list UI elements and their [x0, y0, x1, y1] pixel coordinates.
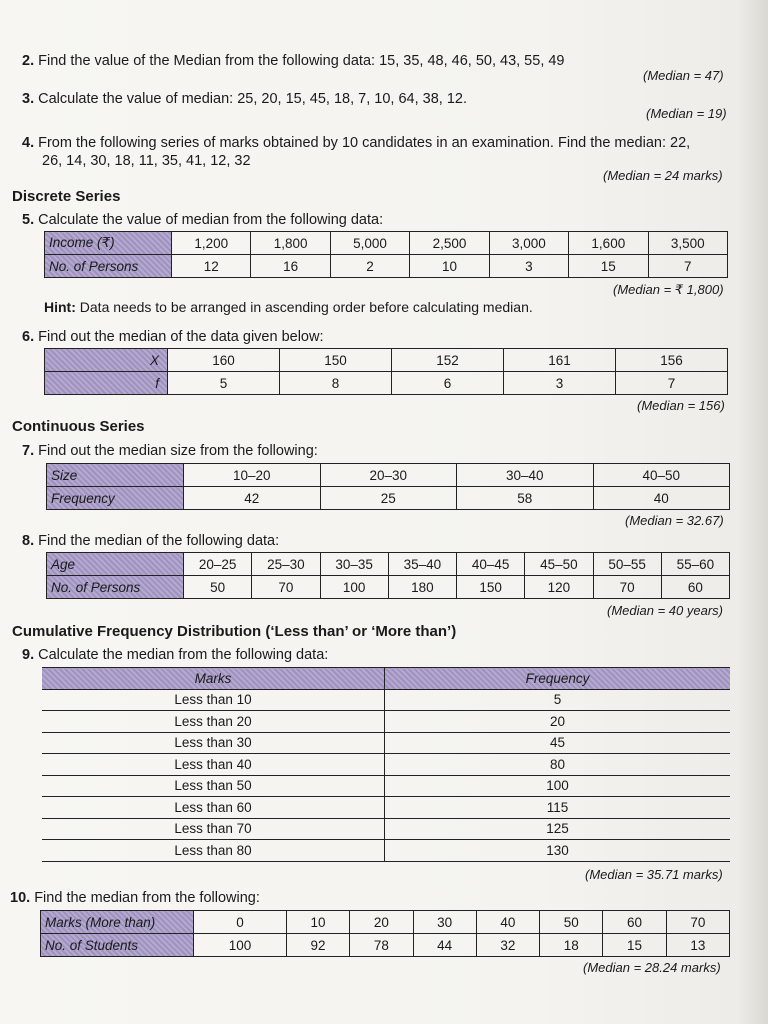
answer-6: (Median = 156) — [637, 398, 725, 413]
cell: 25 — [320, 487, 457, 510]
question-text: Find the median from the following: — [34, 890, 260, 906]
cell: 1,600 — [569, 232, 648, 255]
cell: 1,800 — [251, 232, 330, 255]
cell: 60 — [661, 576, 729, 599]
question-number: 9. — [22, 647, 35, 663]
question-3 — [22, 90, 467, 109]
cell: 80 — [385, 754, 731, 776]
cell: 5 — [168, 372, 280, 395]
question-text: Find the median of the following data: — [38, 533, 280, 549]
cell: 40–45 — [457, 553, 525, 576]
question-8 — [22, 532, 279, 551]
cell: 180 — [388, 576, 456, 599]
page-edge-shadow — [738, 0, 768, 1024]
cell: 20–25 — [184, 553, 252, 576]
cell: 45 — [385, 732, 731, 754]
cell: 92 — [286, 934, 349, 957]
cell: 55–60 — [661, 553, 729, 576]
cell: 70 — [666, 911, 729, 934]
question-number: 4. — [22, 135, 35, 151]
column-header-frequency: Frequency — [385, 668, 731, 690]
cell: 35–40 — [388, 553, 456, 576]
cell: 6 — [392, 372, 504, 395]
question-text: Calculate the value of median: 25, 20, 15, 45, 18, 7, 10, 64, 38, 12. — [38, 91, 467, 107]
cell: Less than 20 — [42, 711, 385, 733]
row-label: f — [45, 372, 168, 395]
cell: 10 — [286, 911, 349, 934]
question-number: 10. — [10, 890, 31, 906]
cell: 50 — [540, 911, 603, 934]
question-number: 8. — [22, 533, 35, 549]
hint — [44, 299, 533, 315]
section-heading-discrete: Discrete Series — [12, 188, 121, 205]
answer-10: (Median = 28.24 marks) — [583, 960, 721, 975]
cell: 44 — [413, 934, 476, 957]
cell: 58 — [457, 487, 594, 510]
cell: 100 — [194, 934, 287, 957]
cell: 20 — [385, 711, 731, 733]
hint-label: Hint: — [44, 299, 76, 315]
row-label: Age — [47, 553, 184, 576]
question-7 — [22, 442, 318, 461]
cell: 70 — [252, 576, 320, 599]
cell: 40–50 — [593, 464, 730, 487]
hint-text: Data needs to be arranged in ascending order before calculating median. — [75, 299, 533, 315]
cell: 0 — [194, 911, 287, 934]
cell: 45–50 — [525, 553, 593, 576]
cell: 130 — [385, 840, 731, 862]
question-number: 5. — [22, 212, 35, 228]
section-heading-cumulative: Cumulative Frequency Distribution (‘Less than’ or ‘More than’) — [12, 623, 457, 640]
cell: 100 — [385, 775, 731, 797]
answer-5: (Median = ₹ 1,800) — [613, 282, 724, 297]
cell: Less than 60 — [42, 797, 385, 819]
cell: 150 — [280, 349, 392, 372]
question-4 — [22, 134, 742, 153]
cell: 1,200 — [172, 232, 251, 255]
cell: 30–40 — [457, 464, 594, 487]
cell: 32 — [476, 934, 539, 957]
question-number: 3. — [22, 91, 35, 107]
question-text: Find out the median of the data given below: — [38, 329, 324, 345]
cell: 25–30 — [252, 553, 320, 576]
cell: 7 — [648, 255, 727, 278]
cell: 20 — [350, 911, 413, 934]
cell: 8 — [280, 372, 392, 395]
cell: 3 — [504, 372, 616, 395]
row-label: Income (₹) — [45, 232, 172, 255]
answer-8: (Median = 40 years) — [607, 603, 723, 618]
row-label: Size — [47, 464, 184, 487]
table-q7 — [46, 463, 730, 510]
section-heading-continuous: Continuous Series — [12, 418, 145, 435]
cell: Less than 80 — [42, 840, 385, 862]
cell: 30 — [413, 911, 476, 934]
row-label: Marks (More than) — [41, 911, 194, 934]
cell: Less than 30 — [42, 732, 385, 754]
cell: Less than 10 — [42, 689, 385, 711]
cell: Less than 40 — [42, 754, 385, 776]
row-label: No. of Persons — [47, 576, 184, 599]
cell: 3,500 — [648, 232, 727, 255]
column-header-marks: Marks — [42, 668, 385, 690]
question-9 — [22, 646, 328, 665]
question-5 — [22, 211, 383, 230]
question-number: 6. — [22, 329, 35, 345]
cell: 40 — [476, 911, 539, 934]
row-label: Frequency — [47, 487, 184, 510]
answer-9: (Median = 35.71 marks) — [585, 867, 723, 882]
cell: 3,000 — [489, 232, 568, 255]
question-text: Calculate the median from the following data: — [38, 647, 329, 663]
cell: 18 — [540, 934, 603, 957]
answer-7: (Median = 32.67) — [625, 513, 724, 528]
cell: 78 — [350, 934, 413, 957]
cell: Less than 50 — [42, 775, 385, 797]
cell: 152 — [392, 349, 504, 372]
cell: 60 — [603, 911, 666, 934]
cell: 115 — [385, 797, 731, 819]
question-text: Find out the median size from the following: — [38, 443, 318, 459]
question-10 — [10, 889, 260, 908]
cell: 50 — [184, 576, 252, 599]
question-text: Find the value of the Median from the following data: 15, 35, 48, 46, 50, 43, 55, 49 — [38, 53, 565, 69]
cell: 42 — [184, 487, 321, 510]
cell: 2 — [330, 255, 409, 278]
cell: 125 — [385, 818, 731, 840]
cell: 160 — [168, 349, 280, 372]
cell: 40 — [593, 487, 730, 510]
answer-2: (Median = 47) — [643, 68, 724, 83]
cell: 15 — [569, 255, 648, 278]
cell: 100 — [320, 576, 388, 599]
row-label: No. of Persons — [45, 255, 172, 278]
question-number: 2. — [22, 53, 35, 69]
cell: 161 — [504, 349, 616, 372]
question-6 — [22, 328, 323, 347]
cell: 156 — [616, 349, 728, 372]
table-q5 — [44, 231, 728, 278]
cell: 13 — [666, 934, 729, 957]
cell: 2,500 — [410, 232, 489, 255]
cell: 10 — [410, 255, 489, 278]
table-q6 — [44, 348, 728, 395]
row-label: X — [45, 349, 168, 372]
answer-3: (Median = 19) — [646, 106, 727, 121]
question-2 — [22, 52, 565, 71]
cell: 30–35 — [320, 553, 388, 576]
cell: 50–55 — [593, 553, 661, 576]
cell: 70 — [593, 576, 661, 599]
question-number: 7. — [22, 443, 35, 459]
table-q9 — [42, 667, 730, 862]
cell: 10–20 — [184, 464, 321, 487]
cell: 5,000 — [330, 232, 409, 255]
cell: Less than 70 — [42, 818, 385, 840]
cell: 12 — [172, 255, 251, 278]
cell: 5 — [385, 689, 731, 711]
cell: 120 — [525, 576, 593, 599]
table-q8 — [46, 552, 730, 599]
cell: 150 — [457, 576, 525, 599]
table-q10 — [40, 910, 730, 957]
cell: 20–30 — [320, 464, 457, 487]
cell: 7 — [616, 372, 728, 395]
question-text: Calculate the value of median from the following data: — [38, 212, 384, 228]
cell: 3 — [489, 255, 568, 278]
cell: 16 — [251, 255, 330, 278]
answer-4: (Median = 24 marks) — [603, 168, 723, 183]
row-label: No. of Students — [41, 934, 194, 957]
question-text: From the following series of marks obtained by 10 candidates in an examination. Find the median: 22, — [38, 135, 691, 151]
cell: 15 — [603, 934, 666, 957]
question-4-line2: 26, 14, 30, 18, 11, 35, 41, 12, 32 — [42, 153, 251, 169]
